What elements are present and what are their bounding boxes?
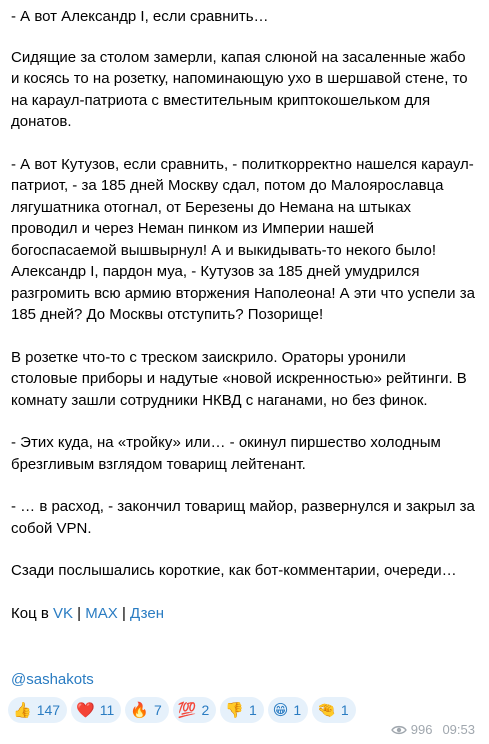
hundred-points-icon: 💯 [177,700,197,719]
reaction-grin[interactable] [268,697,308,723]
message-time: 09:53 [442,722,475,737]
heart-icon: ❤️ [76,700,95,719]
link-max[interactable]: MAX [85,604,118,622]
paragraph: - Этих куда, на «тройку» или… - окинул пиршество холодным брезгливым взглядом товарищ лейтенант. [11,434,441,473]
link-dzen[interactable]: Дзен [130,604,165,622]
fire-icon: 🔥 [130,700,149,719]
link-vk[interactable]: VK [52,604,73,622]
reaction-pinching-hand[interactable] [312,697,355,723]
paragraph: - А вот Кутузов, если сравнить, - политкорректно нашелся караул-патриот, - за 185 дней Москву сдал, потом до Малоярославца лягушатника отогнал, от Березены до Немана на штыках проводил и через Неман пинком из Империи нашей богоспасаемой вышвырнул! А и выкидывать-то некого было! Александр I, пардон муа, - Кутузов за 185 дней умудрился разгромить всю армию вторжения Наполеона! А эти что успели за 185 дней? До Москвы отступить? Позорище! [11,155,475,323]
link-separator: | [121,604,126,622]
grin-icon: 😁 [272,700,289,719]
reactions-bar [8,697,356,723]
reaction-count: 1 [248,702,257,718]
reaction-count: 11 [99,702,115,718]
thumbs-down-icon: 👎 [225,700,244,719]
paragraph: - А вот Александр I, если сравнить… [11,8,269,25]
reaction-count: 7 [153,702,162,718]
reaction-fire[interactable] [125,697,168,723]
reaction-count: 1 [293,702,302,718]
reaction-count: 1 [340,702,349,718]
paragraph: В розетке что-то с треском заискрило. Ораторы уронили столовые приборы и надутые «новой искренностью» рейтинги. В комнату зашли сотрудники НКВД с наганами, но без финок. [11,348,467,409]
reaction-thumbs-down[interactable] [220,697,263,723]
reaction-count: 2 [201,702,210,718]
message-meta [391,722,475,737]
links-prefix: Коц в [11,604,49,622]
link-separator: | [77,604,82,622]
reaction-hundred[interactable] [173,697,216,723]
paragraph: Сзади послышались короткие, как бот-комментарии, очереди… [11,562,457,579]
eye-icon [391,725,407,735]
thumbs-up-icon: 👍 [13,700,32,719]
reaction-thumbs-up[interactable] [8,697,67,723]
paragraph: Сидящие за столом замерли, капая слюной на засаленные жабо и косясь то на розетку, напоминающую ухо в шершавой стене, то на караул-патриота с вместительным криптокошельком для донатов. [11,48,468,130]
reaction-heart[interactable] [71,697,121,723]
author-link[interactable]: @sashakots [11,671,94,688]
pinching-hand-icon: 🤏 [317,700,336,719]
reaction-count: 147 [36,702,61,718]
view-count: 996 [410,722,433,737]
paragraph: - … в расход, - закончил товарищ майор, развернулся и закрыл за собой VPN. [11,498,475,537]
links-line [11,603,475,624]
